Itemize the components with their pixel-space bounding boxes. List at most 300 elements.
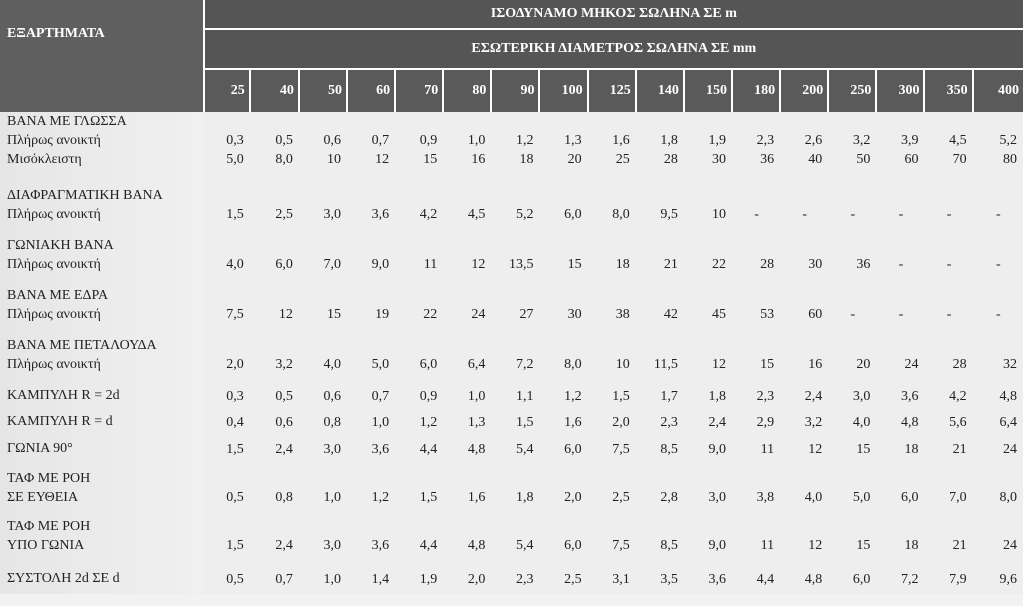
- value-cell: [732, 569, 780, 594]
- value-text: 4,2: [949, 389, 967, 404]
- value-text: 24: [904, 357, 919, 372]
- value-cell: [204, 412, 250, 439]
- table-row: [0, 112, 1023, 186]
- value-text: 4,0: [852, 415, 871, 430]
- value-text: 2,6: [804, 133, 823, 148]
- diameter-header: 150: [684, 69, 732, 112]
- value-cell: [973, 412, 1023, 439]
- value-text: 80: [1003, 152, 1017, 167]
- value-cell: [491, 439, 539, 469]
- value-cell: [299, 439, 347, 469]
- value-text: 1,0: [323, 490, 341, 505]
- value-cell: [588, 439, 636, 469]
- table-row: [0, 569, 1023, 594]
- value-cell: [636, 517, 684, 569]
- value-text: 50: [856, 152, 871, 167]
- value-text: 3,6: [371, 207, 390, 222]
- value-text: 70: [952, 152, 967, 167]
- diameter-header: 25: [204, 69, 250, 112]
- value-text: 1,1: [515, 389, 534, 404]
- value-cell: [491, 569, 539, 594]
- value-text: 11,5: [653, 357, 678, 372]
- value-cell: [973, 439, 1023, 469]
- value-cell: [539, 186, 587, 236]
- value-cell: [443, 569, 491, 594]
- value-text: 9,6: [999, 572, 1017, 587]
- value-text: 8,5: [660, 538, 678, 553]
- value-text: 0,5: [275, 133, 293, 148]
- value-cell: [924, 569, 972, 594]
- table-row: [0, 412, 1023, 439]
- value-text: 18: [904, 442, 919, 457]
- value-text: 0,7: [371, 133, 390, 148]
- value-text: 15: [326, 307, 341, 322]
- value-cell: [828, 186, 876, 236]
- value-cell: [539, 286, 587, 336]
- fitting-label: [0, 112, 204, 186]
- value-cell: [636, 469, 684, 517]
- value-text: 0,8: [323, 415, 341, 430]
- value-text: 20: [856, 357, 871, 372]
- value-cell: [539, 336, 587, 386]
- value-text: 2,9: [756, 415, 775, 430]
- value-text: 28: [663, 152, 678, 167]
- value-cell: [876, 236, 924, 286]
- value-text: 3,1: [612, 572, 630, 587]
- value-text: 1,5: [515, 415, 534, 430]
- value-text: 1,5: [226, 442, 244, 457]
- value-text: 12: [278, 307, 293, 322]
- value-cell: [588, 286, 636, 336]
- value-text: 0,9: [419, 133, 438, 148]
- value-cell: [924, 336, 972, 386]
- value-cell: [588, 236, 636, 286]
- value-text: 6,0: [852, 572, 871, 587]
- value-text: 30: [711, 152, 726, 167]
- value-cell: [780, 286, 828, 336]
- value-cell: [636, 439, 684, 469]
- value-text: 8,0: [564, 357, 582, 372]
- value-cell: [204, 469, 250, 517]
- value-cell: [876, 439, 924, 469]
- value-cell: [347, 386, 395, 412]
- value-text: 2,3: [756, 389, 775, 404]
- value-text: 45: [711, 307, 726, 322]
- value-text: 0,5: [226, 572, 244, 587]
- value-cell: [876, 112, 924, 186]
- value-cell: [780, 412, 828, 439]
- value-text: -: [995, 257, 1001, 272]
- value-cell: [539, 439, 587, 469]
- fitting-condition: Πλήρως ανοικτή: [7, 307, 101, 322]
- value-text: 2,5: [564, 572, 582, 587]
- value-text: 1,2: [419, 415, 438, 430]
- diameter-header: 125: [588, 69, 636, 112]
- value-text: 4,8: [804, 572, 823, 587]
- value-text: 12: [471, 257, 486, 272]
- value-cell: [732, 236, 780, 286]
- value-text: 1,2: [564, 389, 582, 404]
- value-text: 0,3: [226, 389, 244, 404]
- fittings-header-spacer: [0, 69, 204, 112]
- value-text: 15: [856, 538, 871, 553]
- value-text: 0,5: [275, 389, 293, 404]
- value-cell: [204, 236, 250, 286]
- diameter-header: 350: [924, 69, 972, 112]
- value-text: 6,0: [275, 257, 293, 272]
- value-text: 38: [615, 307, 630, 322]
- value-cell: [347, 412, 395, 439]
- value-text: -: [946, 207, 952, 222]
- inner-diameter-title: ΕΣΩΤΕΡΙΚΗ ΔΙΑΜΕΤΡΟΣ ΣΩΛΗΝΑ ΣΕ mm: [204, 29, 1023, 69]
- value-text: 0,7: [275, 572, 293, 587]
- value-text: 15: [567, 257, 582, 272]
- value-cell: [539, 386, 587, 412]
- value-text: 4,4: [756, 572, 775, 587]
- value-cell: [443, 186, 491, 236]
- value-text: 1,7: [660, 389, 678, 404]
- value-cell: [876, 469, 924, 517]
- value-cell: [588, 386, 636, 412]
- value-cell: [443, 412, 491, 439]
- table-row: [0, 336, 1023, 386]
- value-cell: [395, 569, 443, 594]
- value-text: 4,8: [900, 415, 919, 430]
- value-cell: [395, 286, 443, 336]
- value-text: 1,6: [467, 490, 486, 505]
- value-text: 7,0: [323, 257, 341, 272]
- fitting-label: [0, 236, 204, 286]
- value-cell: [250, 517, 299, 569]
- diameter-header: 40: [250, 69, 299, 112]
- diameter-header: 250: [828, 69, 876, 112]
- value-cell: [924, 112, 972, 186]
- value-text: 4,5: [949, 133, 967, 148]
- value-text: 0,4: [226, 415, 244, 430]
- value-cell: [828, 112, 876, 186]
- value-cell: [395, 386, 443, 412]
- value-cell: [876, 336, 924, 386]
- value-cell: [347, 517, 395, 569]
- value-text: 21: [952, 538, 967, 553]
- value-text: -: [898, 207, 904, 222]
- value-text: 3,2: [852, 133, 871, 148]
- value-cell: [973, 569, 1023, 594]
- fitting-label: [0, 412, 204, 439]
- value-text: 0,6: [323, 133, 341, 148]
- fitting-label: [0, 439, 204, 469]
- value-text: 3,0: [323, 442, 341, 457]
- value-cell: [250, 569, 299, 594]
- diameter-header: 60: [347, 69, 395, 112]
- value-cell: [588, 336, 636, 386]
- value-text: 8,0: [999, 490, 1017, 505]
- value-cell: [973, 386, 1023, 412]
- value-text: 2,4: [708, 415, 726, 430]
- value-text: 5,4: [515, 442, 534, 457]
- value-text: 1,5: [226, 538, 244, 553]
- value-cell: [347, 469, 395, 517]
- value-cell: [684, 186, 732, 236]
- value-cell: [636, 112, 684, 186]
- value-text: 3,0: [708, 490, 726, 505]
- diameter-header: 80: [443, 69, 491, 112]
- value-text: 36: [856, 257, 871, 272]
- value-cell: [299, 469, 347, 517]
- value-text: 1,9: [708, 133, 726, 148]
- value-text: 6,0: [564, 442, 582, 457]
- value-cell: [347, 336, 395, 386]
- fitting-condition: Πλήρως ανοικτή: [7, 133, 101, 148]
- diameter-header: 300: [876, 69, 924, 112]
- value-cell: [636, 336, 684, 386]
- value-text: -: [995, 307, 1001, 322]
- value-text: 0,5: [226, 490, 244, 505]
- value-text: 2,4: [275, 538, 293, 553]
- fitting-label: [0, 386, 204, 412]
- value-cell: [924, 517, 972, 569]
- value-text: 1,6: [564, 415, 582, 430]
- value-text: 6,0: [564, 538, 582, 553]
- value-text: 6,0: [419, 357, 438, 372]
- value-cell: [299, 236, 347, 286]
- value-text: 9,0: [708, 442, 726, 457]
- value-text: 3,2: [804, 415, 823, 430]
- value-text: 9,0: [708, 538, 726, 553]
- value-cell: [636, 236, 684, 286]
- value-cell: [828, 386, 876, 412]
- value-text: 3,0: [323, 538, 341, 553]
- value-cell: [732, 112, 780, 186]
- value-text: 4,5: [467, 207, 486, 222]
- value-cell: [204, 286, 250, 336]
- fitting-label: [0, 569, 204, 594]
- value-cell: [780, 112, 828, 186]
- diameter-header: 100: [539, 69, 587, 112]
- table-row: [0, 386, 1023, 412]
- value-text: 2,5: [275, 207, 293, 222]
- fitting-name: ΣΥΣΤΟΛΗ 2d ΣΕ d: [7, 571, 120, 586]
- value-text: -: [850, 207, 856, 222]
- value-cell: [973, 336, 1023, 386]
- value-text: 9,0: [371, 257, 390, 272]
- value-cell: [828, 236, 876, 286]
- fitting-name: ΔΙΑΦΡΑΓΜΑΤΙΚΗ ΒΑΝΑ: [7, 188, 163, 203]
- value-text: -: [802, 207, 807, 222]
- value-text: 11: [423, 257, 438, 272]
- value-text: 2,0: [564, 490, 582, 505]
- value-cell: [299, 336, 347, 386]
- value-text: 2,0: [467, 572, 486, 587]
- value-cell: [684, 386, 732, 412]
- diameter-header: 140: [636, 69, 684, 112]
- value-text: -: [850, 307, 856, 322]
- value-cell: [684, 517, 732, 569]
- value-text: 0,8: [275, 490, 293, 505]
- value-text: 3,2: [275, 357, 293, 372]
- value-cell: [443, 236, 491, 286]
- value-text: 22: [711, 257, 726, 272]
- value-cell: [588, 517, 636, 569]
- fitting-condition: ΣΕ ΕΥΘΕΙΑ: [7, 490, 79, 505]
- value-text: 7,2: [515, 357, 534, 372]
- value-text: 5,0: [852, 490, 871, 505]
- value-cell: [732, 439, 780, 469]
- value-text: 6,4: [467, 357, 486, 372]
- value-text: 4,2: [419, 207, 438, 222]
- diameter-header: 400: [973, 69, 1023, 112]
- value-text: 3,9: [900, 133, 919, 148]
- value-cell: [443, 336, 491, 386]
- value-cell: [299, 286, 347, 336]
- value-cell: [250, 112, 299, 186]
- value-text: 2,5: [612, 490, 630, 505]
- value-cell: [539, 569, 587, 594]
- value-cell: [732, 186, 780, 236]
- value-cell: [204, 569, 250, 594]
- value-text: 18: [904, 538, 919, 553]
- value-cell: [828, 412, 876, 439]
- value-cell: [876, 386, 924, 412]
- value-text: 30: [808, 257, 823, 272]
- value-text: 13,5: [508, 257, 534, 272]
- value-text: 10: [326, 152, 341, 167]
- value-cell: [924, 386, 972, 412]
- value-text: 3,6: [708, 572, 726, 587]
- value-text: 8,5: [660, 442, 678, 457]
- value-cell: [588, 112, 636, 186]
- value-cell: [539, 112, 587, 186]
- value-text: 1,0: [467, 133, 486, 148]
- value-cell: [443, 112, 491, 186]
- value-text: 1,8: [660, 133, 678, 148]
- value-cell: [973, 186, 1023, 236]
- value-text: 60: [904, 152, 919, 167]
- value-text: 6,0: [564, 207, 582, 222]
- value-cell: [395, 439, 443, 469]
- value-text: 25: [615, 152, 630, 167]
- value-text: 11: [760, 442, 775, 457]
- value-text: 42: [663, 307, 678, 322]
- value-cell: [780, 569, 828, 594]
- value-text: 2,3: [756, 133, 775, 148]
- value-cell: [299, 569, 347, 594]
- value-cell: [250, 186, 299, 236]
- value-cell: [347, 236, 395, 286]
- value-text: 5,4: [515, 538, 534, 553]
- value-cell: [973, 236, 1023, 286]
- value-text: 1,3: [467, 415, 486, 430]
- fitting-name: ΒΑΝΑ ΜΕ ΓΛΩΣΣΑ: [7, 114, 127, 129]
- value-cell: [588, 412, 636, 439]
- value-text: 5,0: [371, 357, 390, 372]
- value-text: 12: [711, 357, 726, 372]
- value-cell: [924, 186, 972, 236]
- diameter-header: 90: [491, 69, 539, 112]
- fitting-label: [0, 186, 204, 236]
- value-cell: [876, 569, 924, 594]
- value-cell: [924, 236, 972, 286]
- value-cell: [491, 236, 539, 286]
- value-cell: [973, 469, 1023, 517]
- value-cell: [250, 439, 299, 469]
- table-row: [0, 186, 1023, 236]
- value-text: 1,0: [467, 389, 486, 404]
- value-text: 7,9: [949, 572, 967, 587]
- value-text: 2,4: [275, 442, 293, 457]
- value-cell: [973, 286, 1023, 336]
- value-cell: [395, 112, 443, 186]
- value-text: 53: [760, 307, 775, 322]
- value-cell: [684, 336, 732, 386]
- table-row: [0, 469, 1023, 517]
- value-cell: [780, 469, 828, 517]
- value-cell: [395, 186, 443, 236]
- value-text: 6,4: [999, 415, 1017, 430]
- value-text: 3,6: [371, 442, 390, 457]
- value-text: 8,0: [612, 207, 630, 222]
- value-cell: [924, 439, 972, 469]
- value-text: 18: [519, 152, 534, 167]
- value-cell: [299, 186, 347, 236]
- table-row: [0, 439, 1023, 469]
- value-text: 5,2: [515, 207, 534, 222]
- fitting-label: [0, 286, 204, 336]
- value-cell: [250, 412, 299, 439]
- value-text: 0,6: [275, 415, 293, 430]
- value-cell: [588, 186, 636, 236]
- value-cell: [588, 469, 636, 517]
- fitting-name: ΤΑΦ ΜΕ ΡΟΗ: [7, 471, 91, 486]
- value-cell: [684, 286, 732, 336]
- value-text: 20: [567, 152, 582, 167]
- value-text: 24: [1003, 442, 1017, 457]
- value-cell: [636, 386, 684, 412]
- value-text: 12: [808, 538, 823, 553]
- value-cell: [347, 286, 395, 336]
- value-cell: [299, 386, 347, 412]
- value-text: 5,6: [949, 415, 967, 430]
- value-text: -: [946, 257, 952, 272]
- value-text: 1,8: [515, 490, 534, 505]
- value-text: 3,0: [323, 207, 341, 222]
- value-cell: [443, 286, 491, 336]
- value-text: 9,5: [660, 207, 678, 222]
- value-text: 22: [423, 307, 438, 322]
- value-cell: [491, 112, 539, 186]
- value-text: 1,5: [612, 389, 630, 404]
- value-cell: [636, 186, 684, 236]
- value-cell: [250, 469, 299, 517]
- value-cell: [732, 336, 780, 386]
- fitting-condition: Μισόκλειστη: [7, 152, 82, 167]
- value-text: 12: [375, 152, 390, 167]
- value-cell: [780, 517, 828, 569]
- value-text: 2,4: [804, 389, 823, 404]
- value-cell: [204, 386, 250, 412]
- value-text: 0,7: [371, 389, 390, 404]
- value-text: 15: [423, 152, 438, 167]
- value-text: 28: [760, 257, 775, 272]
- value-cell: [250, 286, 299, 336]
- value-text: 60: [808, 307, 823, 322]
- value-cell: [347, 569, 395, 594]
- value-text: 28: [952, 357, 967, 372]
- value-cell: [395, 236, 443, 286]
- value-text: 36: [760, 152, 775, 167]
- value-text: 4,0: [226, 257, 244, 272]
- value-cell: [491, 286, 539, 336]
